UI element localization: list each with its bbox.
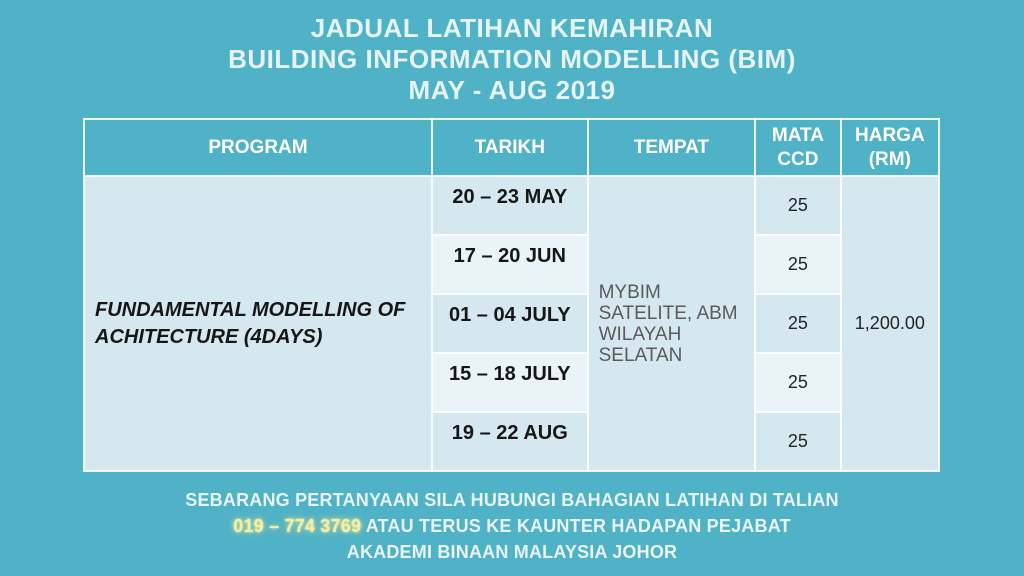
title-line-2: BUILDING INFORMATION MODELLING (BIM) (228, 44, 796, 74)
column-header-harga: HARGA (RM) (841, 119, 939, 176)
footer-line-3: AKADEMI BINAAN MALAYSIA JOHOR (346, 542, 678, 562)
slide-title (0, 13, 1024, 106)
ccd-points-cell: 25 (755, 412, 841, 471)
footer-line-2 (0, 513, 1024, 539)
phone-number: 019 – 774 3769 (233, 516, 362, 536)
ccd-points-cell: 25 (755, 235, 841, 294)
title-line-1: JADUAL LATIHAN KEMAHIRAN (310, 13, 714, 43)
footer-line-1: SEBARANG PERTANYAAN SILA HUBUNGI BAHAGIAN LATIHAN DI TALIAN (185, 490, 839, 510)
column-header-mata-ccd: MATA CCD (755, 119, 841, 176)
contact-footer (0, 487, 1024, 565)
column-header-program: PROGRAM (84, 119, 432, 176)
session-date-cell: 01 – 04 JULY (432, 294, 588, 353)
session-date-cell: 15 – 18 JULY (432, 353, 588, 412)
venue-cell: MYBIM SATELITE, ABM WILAYAH SELATAN (588, 176, 756, 471)
header-row (84, 119, 939, 176)
session-row (84, 176, 939, 235)
session-date-cell: 17 – 20 JUN (432, 235, 588, 294)
training-schedule-table (83, 118, 940, 472)
program-name-cell: FUNDAMENTAL MODELLING OF ACHITECTURE (4DAYS) (84, 176, 432, 471)
column-header-tarikh: TARIKH (432, 119, 588, 176)
title-line-3: MAY - AUG 2019 (408, 75, 616, 105)
ccd-points-cell: 25 (755, 294, 841, 353)
footer-line-2-rest: ATAU TERUS KE KAUNTER HADAPAN PEJABAT (361, 516, 791, 536)
ccd-points-cell: 25 (755, 353, 841, 412)
column-header-tempat: TEMPAT (588, 119, 756, 176)
session-date-cell: 20 – 23 MAY (432, 176, 588, 235)
ccd-points-cell: 25 (755, 176, 841, 235)
session-date-cell: 19 – 22 AUG (432, 412, 588, 471)
price-cell: 1,200.00 (841, 176, 939, 471)
